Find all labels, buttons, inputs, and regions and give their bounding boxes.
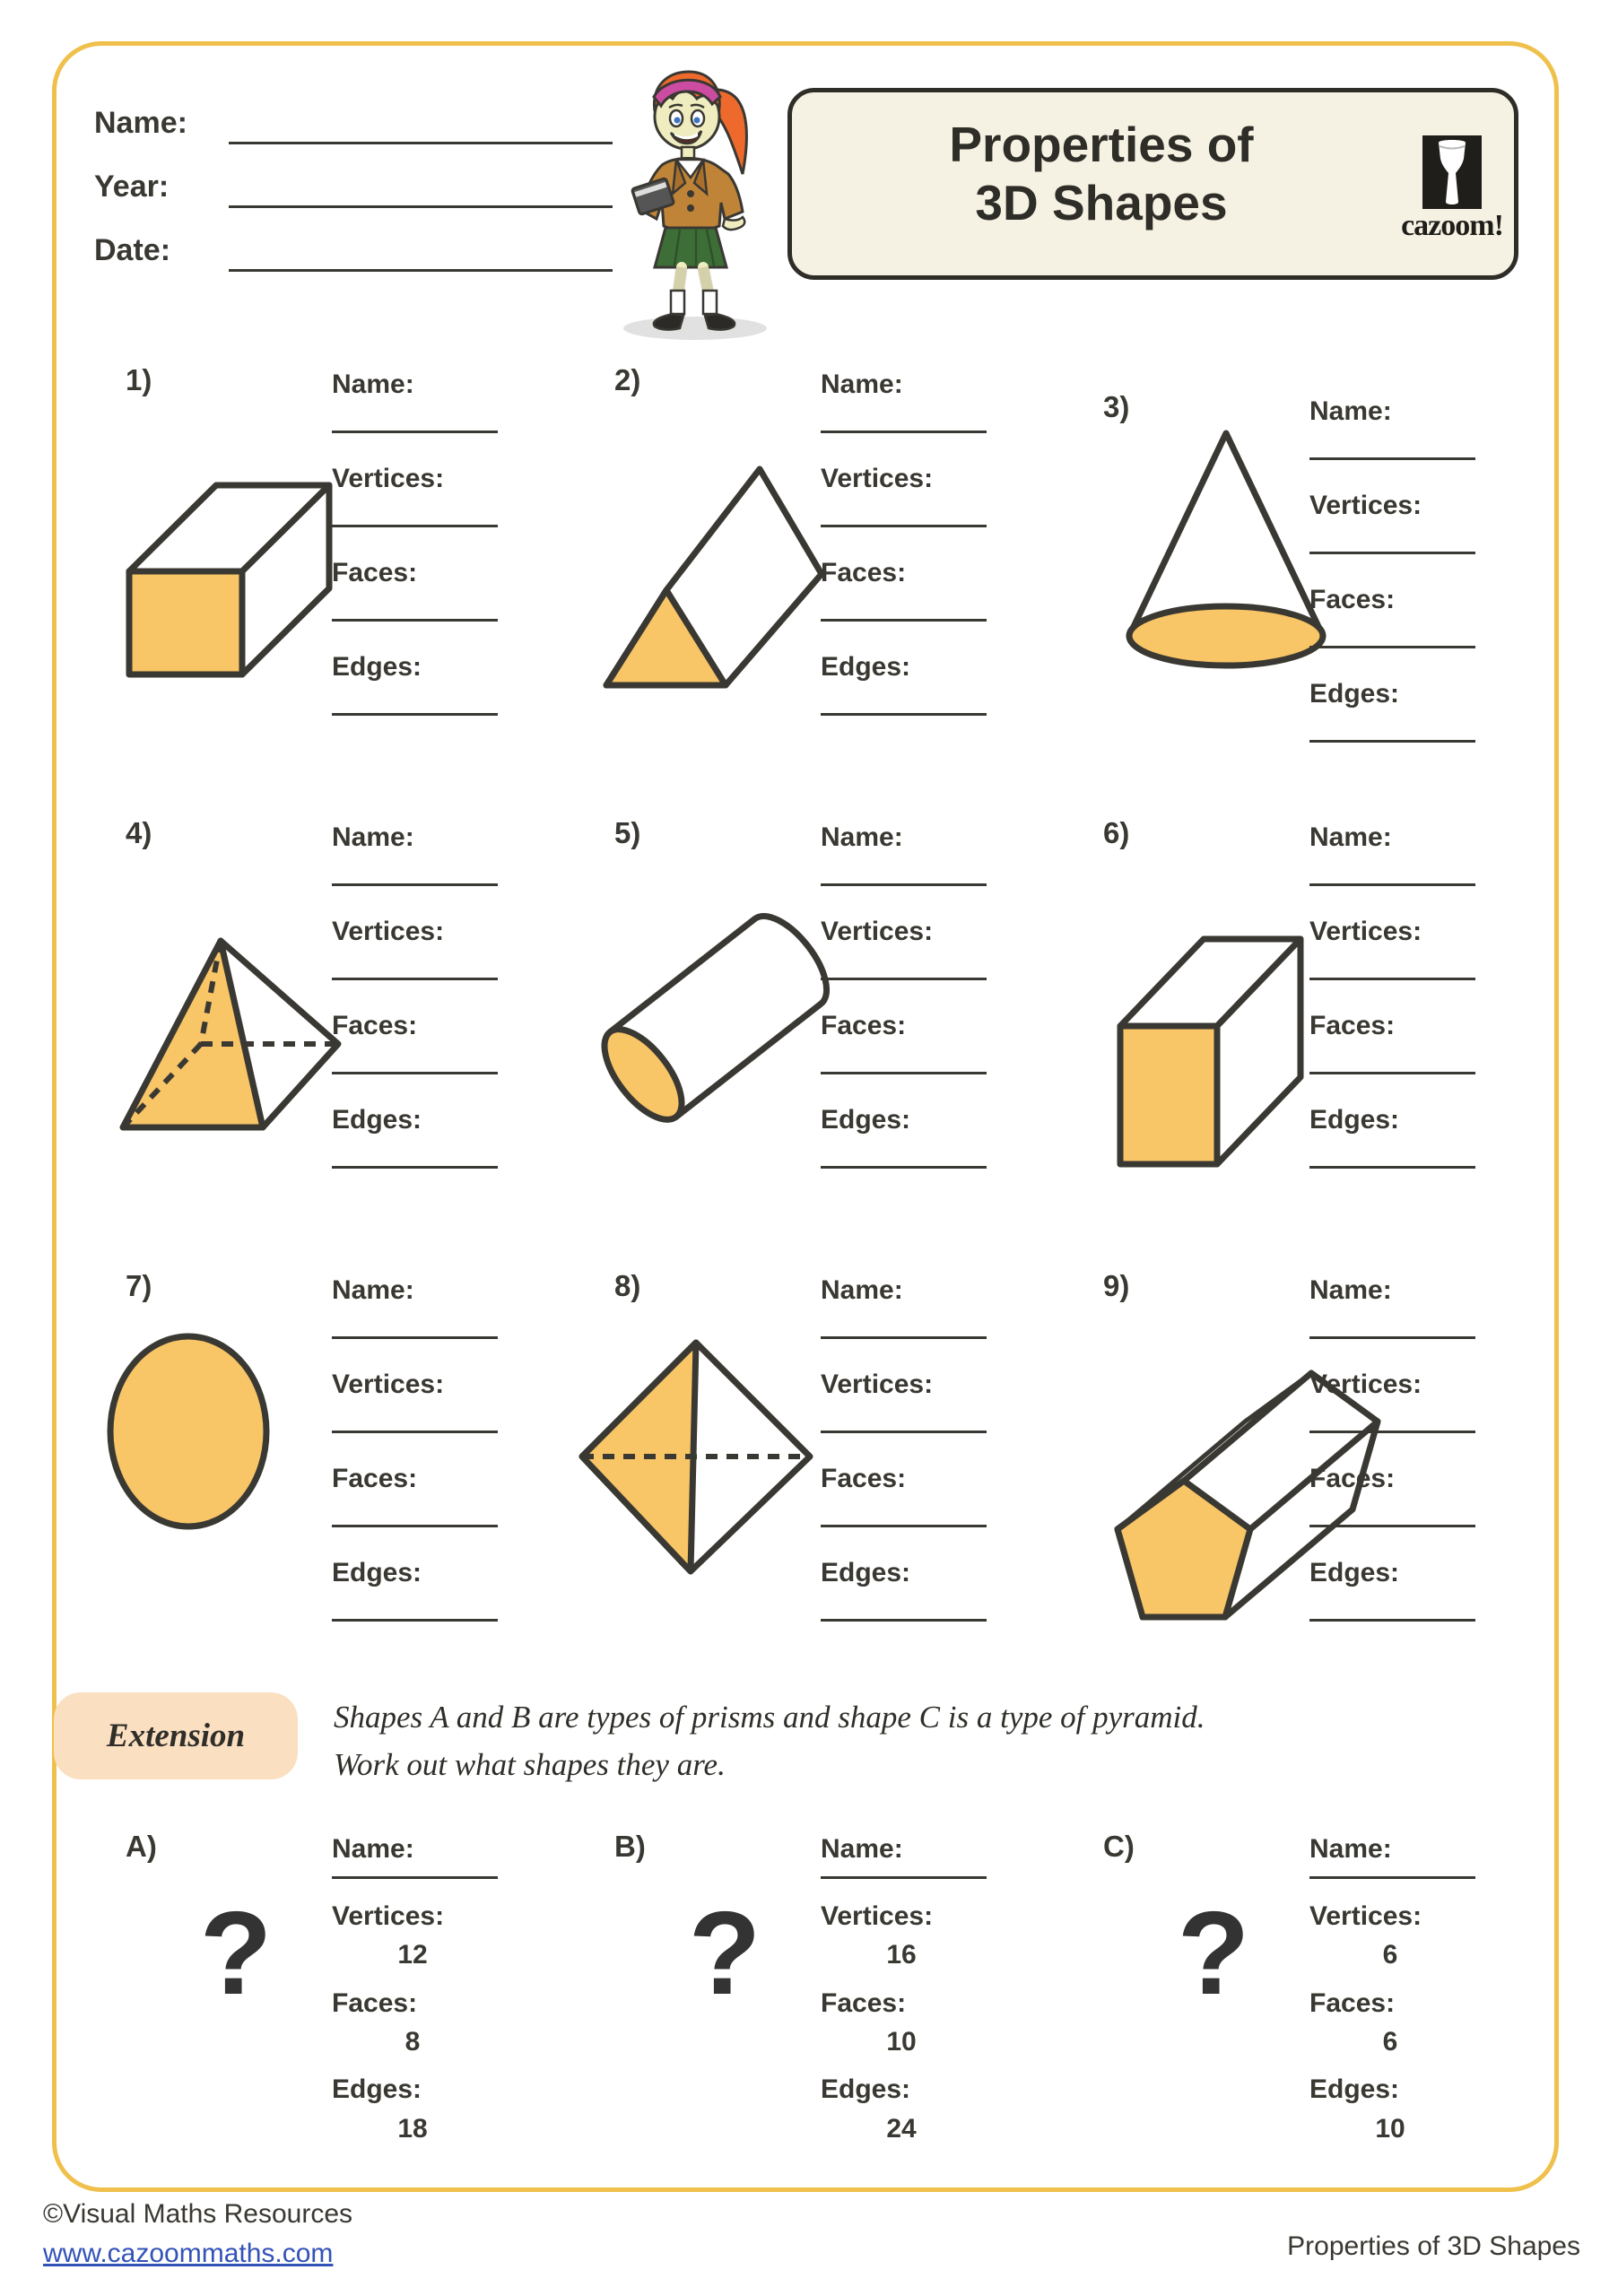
question-number: 8) — [614, 1269, 641, 1302]
question-number: 2) — [614, 363, 641, 396]
edges-label: Edges: — [821, 1558, 911, 1587]
title-line-2: 3D Shapes — [975, 175, 1228, 230]
title-box — [787, 88, 1518, 280]
vertices-answer-line[interactable] — [1309, 552, 1475, 554]
edges-answer-line[interactable] — [821, 713, 987, 716]
question-5 — [574, 816, 1063, 1269]
worksheet-title — [819, 116, 1384, 232]
item-letter: B) — [614, 1830, 646, 1863]
footer-left — [43, 2199, 352, 2269]
question-mark: ? — [1177, 1887, 1250, 2019]
edges-answer-line[interactable] — [332, 1166, 498, 1169]
name-label: Name: — [821, 1834, 903, 1864]
question-number: 1) — [126, 363, 152, 396]
edges-answer-line[interactable] — [821, 1619, 987, 1622]
question-mark: ? — [688, 1887, 761, 2019]
student-girl-illustration — [610, 59, 789, 351]
extension-badge: Extension — [54, 1692, 298, 1779]
name-answer-line[interactable] — [332, 883, 498, 886]
extension-instruction-line-1: Shapes A and B are types of prisms and shape C is a type of pyramid. — [334, 1700, 1205, 1735]
cuboid-shape — [126, 482, 334, 683]
edges-answer-line[interactable] — [821, 1166, 987, 1169]
edges-label: Edges: — [332, 1105, 422, 1135]
faces-label: Faces: — [1309, 1988, 1396, 2018]
question-mark: ? — [199, 1887, 273, 2019]
vertices-label: Vertices: — [821, 1901, 934, 1931]
edges-label: Edges: — [1309, 679, 1400, 709]
sphere-shape — [106, 1332, 271, 1535]
question-6 — [1063, 816, 1552, 1269]
vertices-label: Vertices: — [821, 917, 934, 946]
name-answer-line[interactable] — [332, 1336, 498, 1339]
cazoommaths-link[interactable]: www.cazoommaths.com — [43, 2239, 334, 2268]
edges-value: 10 — [1375, 2114, 1405, 2144]
faces-answer-line[interactable] — [821, 1072, 987, 1074]
date-label: Date: — [94, 233, 171, 267]
faces-answer-line[interactable] — [332, 1525, 498, 1527]
name-answer-line[interactable] — [332, 1876, 498, 1879]
question-1 — [85, 363, 574, 816]
extension-item-b — [574, 1830, 1063, 2144]
name-label: Name: — [1309, 396, 1392, 426]
name-label: Name: — [332, 1834, 414, 1864]
name-answer-line[interactable] — [821, 1336, 987, 1339]
faces-answer-line[interactable] — [1309, 1072, 1475, 1074]
question-8 — [574, 1269, 1063, 1722]
name-answer-line[interactable] — [1309, 1336, 1475, 1339]
edges-label: Edges: — [332, 652, 422, 682]
edges-value: 24 — [886, 2114, 917, 2144]
name-field — [94, 106, 614, 170]
name-label: Name: — [94, 106, 187, 140]
vertices-label: Vertices: — [1309, 917, 1422, 946]
vertices-value: 6 — [1382, 1940, 1398, 1970]
vertices-answer-line[interactable] — [1309, 1431, 1475, 1433]
question-number: 3) — [1103, 390, 1130, 423]
name-answer-line[interactable] — [821, 1876, 987, 1879]
name-answer-line[interactable] — [1309, 457, 1475, 460]
cylinder-shape — [587, 899, 848, 1140]
vertices-label: Vertices: — [332, 464, 445, 493]
faces-value: 6 — [1382, 2027, 1398, 2057]
faces-label: Faces: — [821, 558, 907, 587]
faces-answer-line[interactable] — [821, 619, 987, 622]
question-4 — [85, 816, 574, 1269]
edges-label: Edges: — [332, 2074, 422, 2104]
triangular-prism-shape — [603, 465, 827, 696]
faces-label: Faces: — [332, 1464, 418, 1493]
faces-value: 8 — [404, 2027, 421, 2057]
footer-document-title: Properties of 3D Shapes — [1287, 2231, 1580, 2261]
vertices-label: Vertices: — [821, 464, 934, 493]
year-label: Year: — [94, 170, 170, 204]
edges-label: Edges: — [821, 1105, 911, 1135]
faces-label: Faces: — [821, 1464, 907, 1493]
question-number: 5) — [614, 816, 641, 849]
year-answer-line[interactable] — [229, 205, 613, 208]
name-label: Name: — [1309, 1834, 1392, 1864]
faces-value: 10 — [886, 2027, 917, 2057]
faces-label: Faces: — [332, 558, 418, 587]
faces-answer-line[interactable] — [1309, 646, 1475, 648]
edges-label: Edges: — [1309, 1558, 1400, 1587]
vertices-label: Vertices: — [1309, 1901, 1422, 1931]
edges-label: Edges: — [1309, 1105, 1400, 1135]
question-number: 6) — [1103, 816, 1130, 849]
vertices-answer-line[interactable] — [1309, 978, 1475, 980]
vertices-label: Vertices: — [332, 1901, 445, 1931]
edges-label: Edges: — [1309, 2074, 1400, 2104]
edges-label: Edges: — [821, 2074, 911, 2104]
faces-label: Faces: — [821, 1011, 907, 1040]
cube-shape — [1117, 933, 1305, 1174]
name-answer-line[interactable] — [1309, 883, 1475, 886]
vertices-label: Vertices: — [1309, 1370, 1422, 1399]
name-label: Name: — [821, 370, 903, 399]
question-2 — [574, 363, 1063, 816]
question-number: 4) — [126, 816, 152, 849]
faces-label: Faces: — [1309, 1011, 1396, 1040]
title-line-1: Properties of — [949, 117, 1254, 172]
cone-shape — [1126, 428, 1328, 676]
question-3 — [1063, 390, 1552, 843]
extension-item-c — [1063, 1830, 1552, 2144]
faces-label: Faces: — [332, 1988, 418, 2018]
edges-value: 18 — [397, 2114, 428, 2144]
vertices-answer-line[interactable] — [332, 978, 498, 980]
name-label: Name: — [332, 822, 414, 852]
faces-answer-line[interactable] — [332, 619, 498, 622]
question-number: 9) — [1103, 1269, 1130, 1302]
vertices-value: 16 — [886, 1940, 917, 1970]
faces-label: Faces: — [1309, 1464, 1396, 1493]
faces-answer-line[interactable] — [821, 1525, 987, 1527]
item-letter: A) — [126, 1830, 157, 1863]
faces-answer-line[interactable] — [1309, 1525, 1475, 1527]
vertices-answer-line[interactable] — [821, 525, 987, 527]
edges-answer-line[interactable] — [332, 713, 498, 716]
drum-icon — [1422, 135, 1482, 209]
edges-label: Edges: — [332, 1558, 422, 1587]
edges-label: Edges: — [821, 652, 911, 682]
name-label: Name: — [1309, 1275, 1392, 1305]
vertices-label: Vertices: — [332, 1370, 445, 1399]
square-pyramid-shape — [119, 937, 344, 1137]
vertices-label: Vertices: — [332, 917, 445, 946]
vertices-answer-line[interactable] — [821, 1431, 987, 1433]
name-label: Name: — [821, 822, 903, 852]
name-answer-line[interactable] — [332, 430, 498, 433]
name-answer-line[interactable] — [1309, 1876, 1475, 1879]
name-answer-line[interactable] — [821, 430, 987, 433]
student-info-fields — [94, 106, 614, 297]
extension-instructions — [334, 1693, 1205, 1788]
vertices-label: Vertices: — [821, 1370, 934, 1399]
cazoom-logo — [1366, 92, 1523, 275]
edges-answer-line[interactable] — [332, 1619, 498, 1622]
copyright-text: ©Visual Maths Resources — [43, 2199, 353, 2229]
question-7 — [85, 1269, 574, 1722]
question-number: 7) — [126, 1269, 152, 1302]
octahedron-shape — [578, 1339, 819, 1581]
question-9 — [1063, 1269, 1552, 1722]
edges-answer-line[interactable] — [1309, 1619, 1475, 1622]
date-answer-line[interactable] — [229, 269, 613, 272]
item-letter: C) — [1103, 1830, 1135, 1863]
vertices-answer-line[interactable] — [332, 525, 498, 527]
vertices-label: Vertices: — [1309, 491, 1422, 520]
name-answer-line[interactable] — [821, 883, 987, 886]
name-answer-line[interactable] — [229, 142, 613, 144]
edges-answer-line[interactable] — [1309, 1166, 1475, 1169]
faces-label: Faces: — [1309, 585, 1396, 614]
name-label: Name: — [1309, 822, 1392, 852]
pentagonal-prism-shape — [1112, 1370, 1383, 1629]
vertices-answer-line[interactable] — [821, 978, 987, 980]
logo-text: cazoom! — [1401, 209, 1503, 242]
name-label: Name: — [332, 370, 414, 399]
name-label: Name: — [332, 1275, 414, 1305]
extension-item-a — [85, 1830, 574, 2144]
vertices-answer-line[interactable] — [332, 1431, 498, 1433]
faces-label: Faces: — [332, 1011, 418, 1040]
extension-instruction-line-2: Work out what shapes they are. — [334, 1747, 726, 1782]
date-field — [94, 233, 614, 297]
faces-label: Faces: — [821, 1988, 907, 2018]
vertices-value: 12 — [397, 1940, 428, 1970]
edges-answer-line[interactable] — [1309, 740, 1475, 743]
year-field — [94, 170, 614, 233]
name-label: Name: — [821, 1275, 903, 1305]
faces-answer-line[interactable] — [332, 1072, 498, 1074]
